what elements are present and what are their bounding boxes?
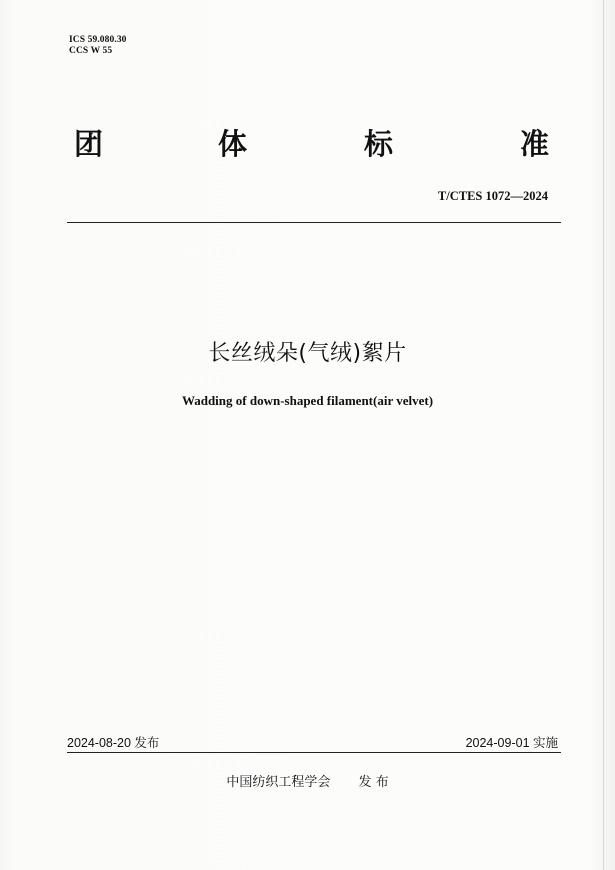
standard-type-char-2: 体: [218, 127, 248, 161]
standard-number: T/CTES 1072—2024: [437, 189, 548, 203]
document-title-chinese: 长丝绒朵(气绒)絮片: [208, 341, 407, 366]
publisher-line: [0, 771, 615, 790]
standard-type-heading: [66, 126, 560, 166]
ccs-code: CCS W 55: [69, 46, 113, 56]
standard-type-char-3: 标: [364, 127, 394, 161]
implementation-date: 2024-09-01 实施: [465, 736, 558, 750]
issue-date: 2024-08-20 发布: [67, 736, 160, 750]
standard-type-char-1: 团: [74, 127, 104, 161]
publisher-action: 发 布: [358, 775, 389, 790]
top-divider: [67, 222, 561, 223]
publisher-name: 中国纺织工程学会: [226, 775, 331, 790]
standard-type-char-4: 准: [520, 127, 550, 161]
classification-codes: [69, 35, 127, 57]
ics-code: ICS 59.080.30: [69, 35, 127, 45]
bottom-divider: [67, 752, 561, 753]
scan-edge-line: [603, 0, 604, 870]
document-title-english: Wadding of down-shaped filament(air velvet): [181, 393, 434, 408]
